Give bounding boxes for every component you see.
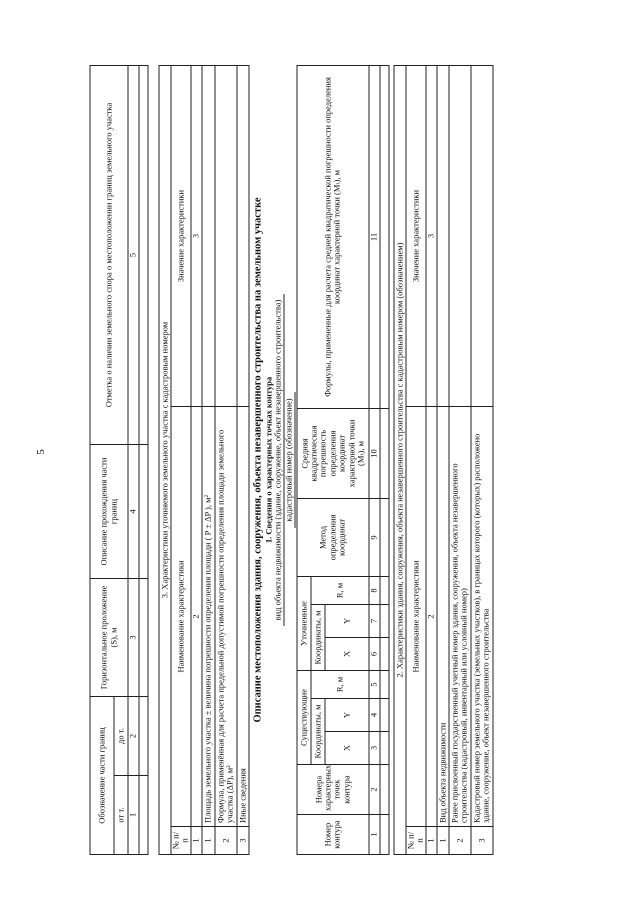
row-number: 3 bbox=[237, 827, 249, 855]
column-number: 5 bbox=[369, 670, 380, 698]
characteristic-name: Ранее присвоенный государственный учетный номер здания, сооружения, объекта незавершенного строительства (кадастровый, инвентарный или условный номер) bbox=[449, 407, 471, 827]
column-number: 4 bbox=[128, 445, 139, 579]
col-num-header: № п/п bbox=[171, 827, 191, 855]
existing-y-header: Y bbox=[325, 699, 369, 732]
contour-points-table bbox=[296, 65, 389, 855]
page-number: 5 bbox=[35, 449, 47, 455]
col-name-header: Наименование характеристики bbox=[406, 407, 426, 827]
existing-x-header: X bbox=[325, 732, 369, 765]
col-value-header: Значение характеристики bbox=[406, 66, 426, 407]
row-number: 1 bbox=[437, 827, 449, 855]
column-number: 2 bbox=[369, 765, 380, 815]
section3-title: 3. Характеристики уточняемого земельного участка с кадастровым номером bbox=[159, 66, 171, 855]
specified-coords-header: Координаты, м bbox=[311, 604, 325, 670]
col-num-header: № п/п bbox=[406, 827, 426, 855]
characteristic-name: Иные сведения bbox=[237, 407, 249, 827]
row-number: 1 bbox=[202, 827, 215, 855]
column-number: 11 bbox=[369, 66, 380, 409]
row-number: 2 bbox=[215, 827, 237, 855]
point-nums-header: Номера характерных точек контура bbox=[297, 765, 369, 815]
row-number: 2 bbox=[449, 827, 471, 855]
column-number: 10 bbox=[369, 408, 380, 498]
document-sheet bbox=[90, 65, 595, 855]
characteristic-name: Кадастровый номер земельного участка (земельных участков), в границах которого (которых) расположено здание, сооружение, объект незавершенного строительства bbox=[471, 407, 493, 827]
boundary-parts-table bbox=[90, 65, 149, 855]
column-number: 1 bbox=[191, 827, 202, 855]
object-type-caption: вид объекта недвижимости (здание, сооружение, объект незавершенного строительства) bbox=[274, 294, 285, 627]
col-horizontal-header: Горизонтальное проложение (S), м bbox=[90, 579, 128, 697]
column-number: 6 bbox=[369, 637, 380, 670]
col-part-header: Обозначение части границ bbox=[90, 697, 114, 855]
description-title: Описание местоположения здания, сооружения, объекта незавершенного строительства на земельном участке bbox=[252, 197, 264, 723]
existing-header: Существующие bbox=[297, 670, 311, 764]
characteristic-value bbox=[237, 66, 249, 407]
section2-table bbox=[393, 65, 493, 855]
column-number: 9 bbox=[369, 498, 380, 576]
column-number: 2 bbox=[191, 407, 202, 827]
row-number: 3 bbox=[471, 827, 493, 855]
existing-r-header: R, м bbox=[311, 670, 369, 698]
col-name-header: Наименование характеристики bbox=[171, 407, 191, 827]
column-number: 5 bbox=[128, 66, 139, 445]
characteristic-value bbox=[437, 66, 449, 407]
formulas-header: Формулы, примененные для расчета средней квадратической погрешности определения координат характерной точки (Mₜ), м bbox=[297, 66, 369, 409]
characteristic-value bbox=[215, 66, 237, 407]
col-value-header: Значение характеристики bbox=[171, 66, 191, 407]
section3-table bbox=[159, 65, 250, 855]
column-number: 1 bbox=[128, 776, 139, 855]
col-from-header: от т. bbox=[114, 776, 128, 855]
column-number: 2 bbox=[426, 407, 437, 827]
specified-x-header: X bbox=[325, 637, 369, 670]
contour-num-header: Номер контура bbox=[297, 815, 369, 855]
column-number: 2 bbox=[128, 697, 139, 776]
characteristic-value bbox=[202, 66, 215, 407]
column-number: 1 bbox=[426, 827, 437, 855]
section2-title: 2. Характеристики здания, сооружения, объекта незавершенного строительства с кадастровым номером (обозначением) bbox=[394, 66, 406, 855]
accuracy-header: Средняя квадратическая погрешность определения координат характерной точки (Mₜ), м bbox=[297, 408, 369, 498]
characteristic-name: Вид объекта недвижимости bbox=[437, 407, 449, 827]
characteristic-name: Формула, применённая для расчета предельной допустимой погрешности определения площади земельного участка (ΔP), м² bbox=[215, 407, 237, 827]
characteristic-name: Площадь земельного участка ± величина погрешности определения площади ( P ± ΔP ), м² bbox=[202, 407, 215, 827]
existing-coords-header: Координаты, м bbox=[311, 699, 325, 765]
specified-header: Уточненные bbox=[297, 576, 311, 670]
cadastral-number-caption: кадастровый номер (обозначение) bbox=[285, 392, 296, 527]
col-description-header: Описание прохождения части границ bbox=[90, 445, 128, 579]
characteristic-value bbox=[449, 66, 471, 407]
column-number: 3 bbox=[369, 732, 380, 765]
column-number: 3 bbox=[191, 66, 202, 407]
col-dispute-header: Отметка о наличии земельного спора о местоположении границ земельного участка bbox=[90, 66, 128, 445]
characteristic-value bbox=[471, 66, 493, 407]
section1-title: 1. Сведения о характерных точках контура bbox=[263, 376, 274, 544]
column-number: 3 bbox=[426, 66, 437, 407]
column-number: 3 bbox=[128, 579, 139, 697]
column-number: 7 bbox=[369, 604, 380, 637]
specified-r-header: R, м bbox=[311, 576, 369, 604]
column-number: 4 bbox=[369, 699, 380, 732]
col-to-header: до т. bbox=[114, 697, 128, 776]
column-number: 8 bbox=[369, 576, 380, 604]
specified-y-header: Y bbox=[325, 604, 369, 637]
method-header: Метод определения координат bbox=[297, 498, 369, 576]
column-number: 1 bbox=[369, 815, 380, 855]
